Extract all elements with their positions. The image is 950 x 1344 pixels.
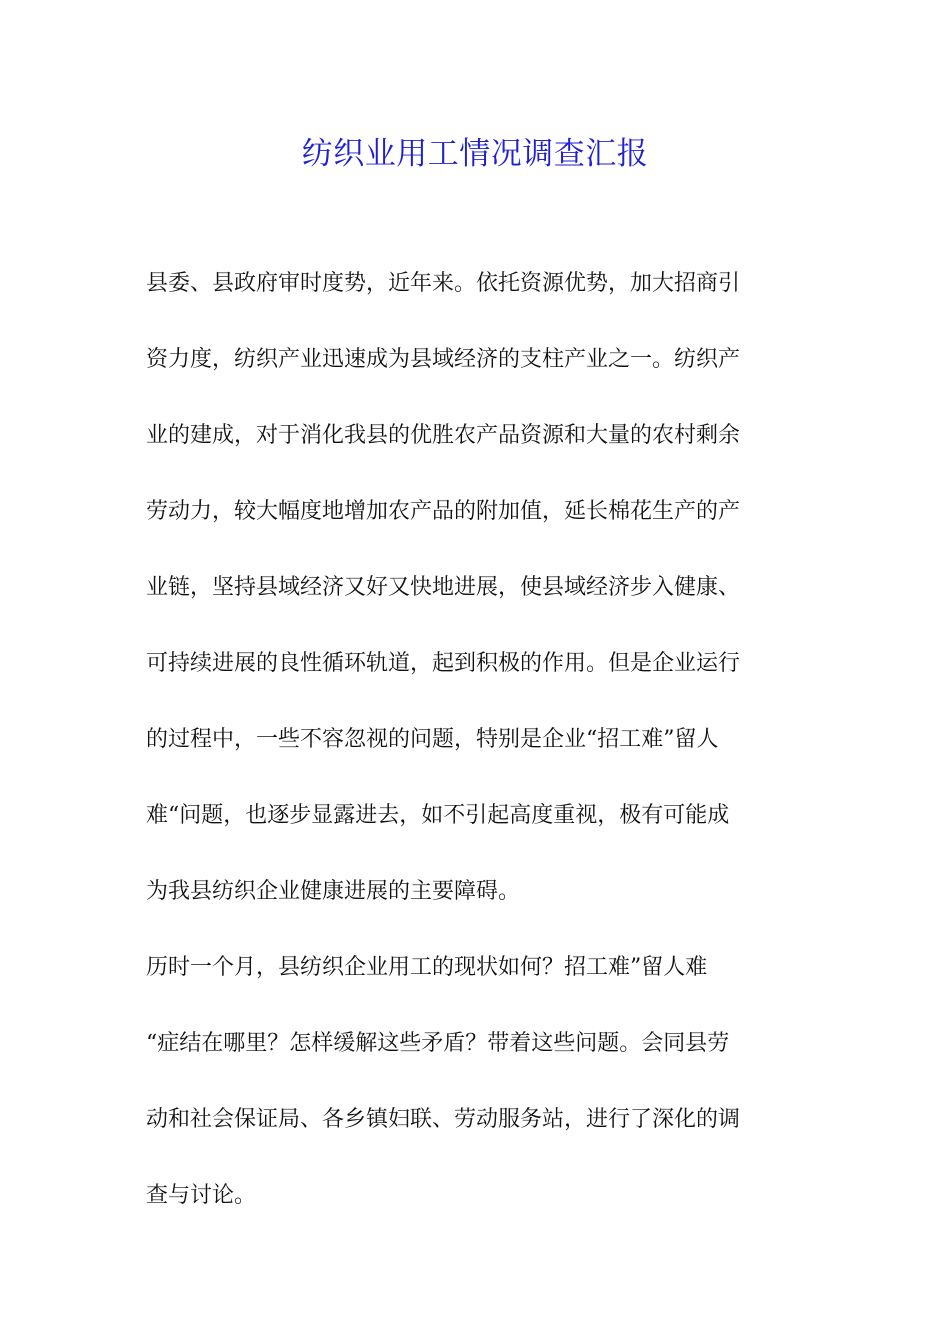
text-line: 的过程中，一些不容忽视的问题，特别是企业“招工难”留人 [146,727,719,752]
text-line: 历时一个月，县纺织企业用工的现状如何？招工难”留人难 [146,955,708,980]
text-line: 业的建成，对于消化我县的优胜农产品资源和大量的农村剩余 [146,423,741,448]
text-line: 可持续进展的良性循环轨道，起到积极的作用。但是企业运行 [146,651,741,676]
text-line: 动和社会保证局、各乡镇妇联、劳动服务站，进行了深化的调 [146,1107,741,1132]
document-body [146,260,806,1248]
text-line: 业链，坚持县域经济又好又快地进展，使县域经济步入健康、 [146,575,741,600]
text-line: 为我县纺织企业健康进展的主要障碍。 [146,879,521,904]
text-line: 资力度，纺织产业迅速成为县域经济的支柱产业之一。纺织产 [146,347,741,372]
document-title: 纺织业用工情况调查汇报 [301,136,649,172]
text-line: 劳动力，较大幅度地增加农产品的附加值，延长棉花生产的产 [146,499,741,524]
text-line: “症结在哪里？怎样缓解这些矛盾？带着这些问题。会同县劳 [146,1031,730,1056]
paragraph [146,944,806,1248]
text-line: 难“问题，也逐步显露进去，如不引起高度重视，极有可能成 [146,803,730,828]
paragraph [146,260,806,944]
text-line: 查与讨论。 [146,1183,257,1208]
text-line: 县委、县政府审时度势，近年来。依托资源优势，加大招商引 [146,271,741,296]
